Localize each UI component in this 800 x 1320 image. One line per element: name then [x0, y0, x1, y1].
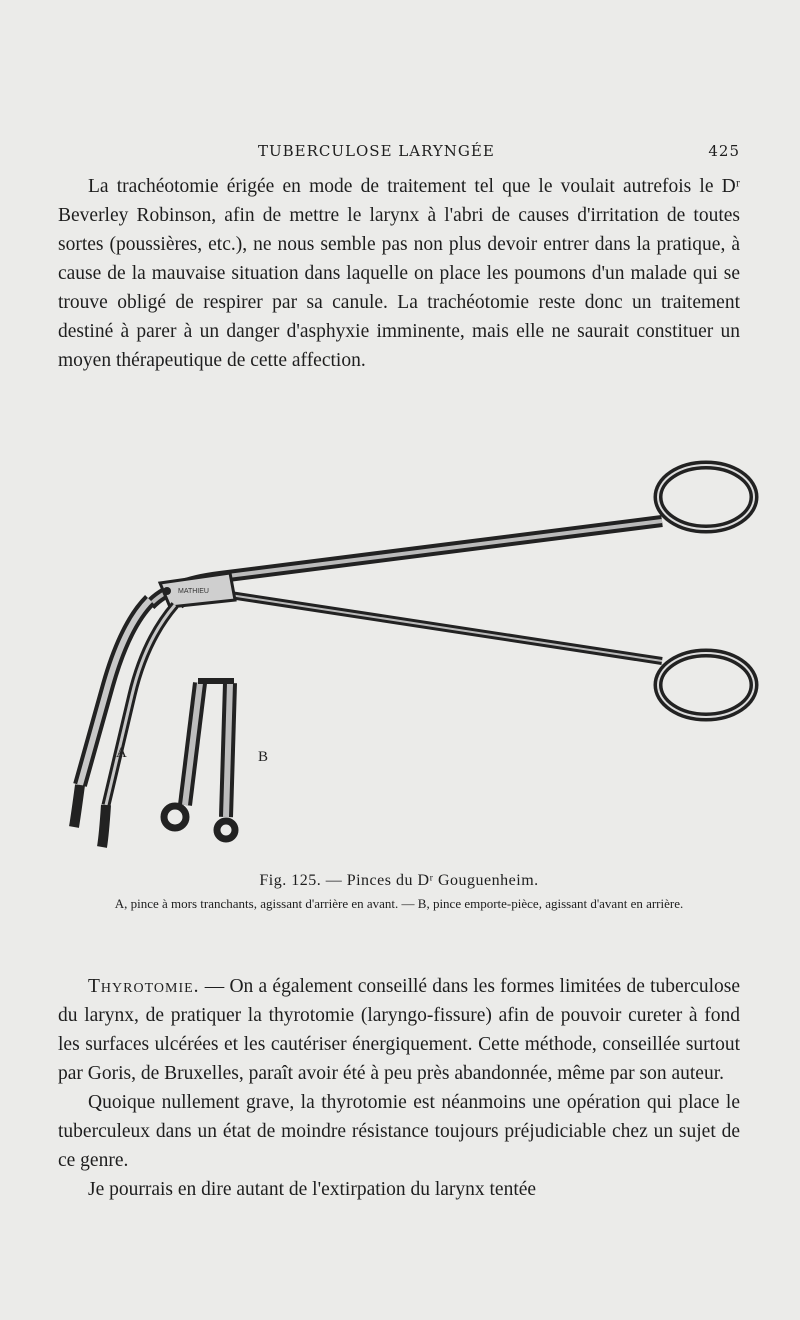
figure-125 [30, 455, 770, 865]
paragraph-quoique: Quoique nullement grave, la thyrotomie est néanmoins une opération qui place le tuberculeux dans un état de moindre résistance toujours préjudiciable chez un sujet de ce genre. [58, 1092, 740, 1171]
text-block-top [58, 172, 740, 375]
running-header [60, 140, 740, 168]
forceps-illustration [30, 455, 770, 865]
paragraph-thyrotomie-body: — On a également conseillé dans les formes limitées de tuberculose du larynx, de pratiquer la thyrotomie (laryngo-fissure) afin de pouvoir cureter à fond les surfaces ulcérées et les cautériser énergiquement. Cette méthode, conseillée surtout par Goris, de Bruxelles, paraît avoir été à peu près abandonnée, même par son auteur. [58, 976, 740, 1084]
paragraph-thyrotomie [58, 972, 740, 1088]
engraving-mark: MATHIEU [178, 588, 209, 595]
caption-title: Fig. 125. — Pinces du Dʳ Gouguenheim. [259, 872, 539, 889]
page-number: 425 [708, 142, 740, 160]
paragraph-tracheotomie: La trachéotomie érigée en mode de traitement tel que le voulait autrefois le Dʳ Beverley Robinson, afin de mettre le larynx à l'abri de causes d'irritation de toutes sortes (poussières, etc.), ne nous semble pas non plus devoir entrer dans la pratique, à cause de la mauvaise situation dans laquelle on place les poumons d'un malade qui se trouve obligé de respirer par sa canule. La trachéotomie reste donc un traitement destiné à parer à un danger d'asphyxie imminente, mais elle ne saurait constituer un moyen thérapeutique de cette affection. [58, 176, 740, 371]
forceps-a-illustration [74, 465, 754, 847]
section-heading-thyrotomie: Thyrotomie. [88, 976, 200, 997]
paragraph-extirpation: Je pourrais en dire autant de l'extirpation du larynx tentée [88, 1179, 537, 1200]
figure-caption [58, 872, 740, 912]
label-b: B [258, 749, 269, 765]
running-title: TUBERCULOSE LARYNGÉE [258, 142, 495, 160]
text-block-bottom [58, 972, 740, 1204]
forceps-b-illustration [164, 681, 235, 839]
label-a: A [116, 745, 127, 761]
caption-legend: A, pince à mors tranchants, agissant d'arrière en avant. — B, pince emporte-pièce, agissant d'avant en arrière. [114, 896, 684, 911]
